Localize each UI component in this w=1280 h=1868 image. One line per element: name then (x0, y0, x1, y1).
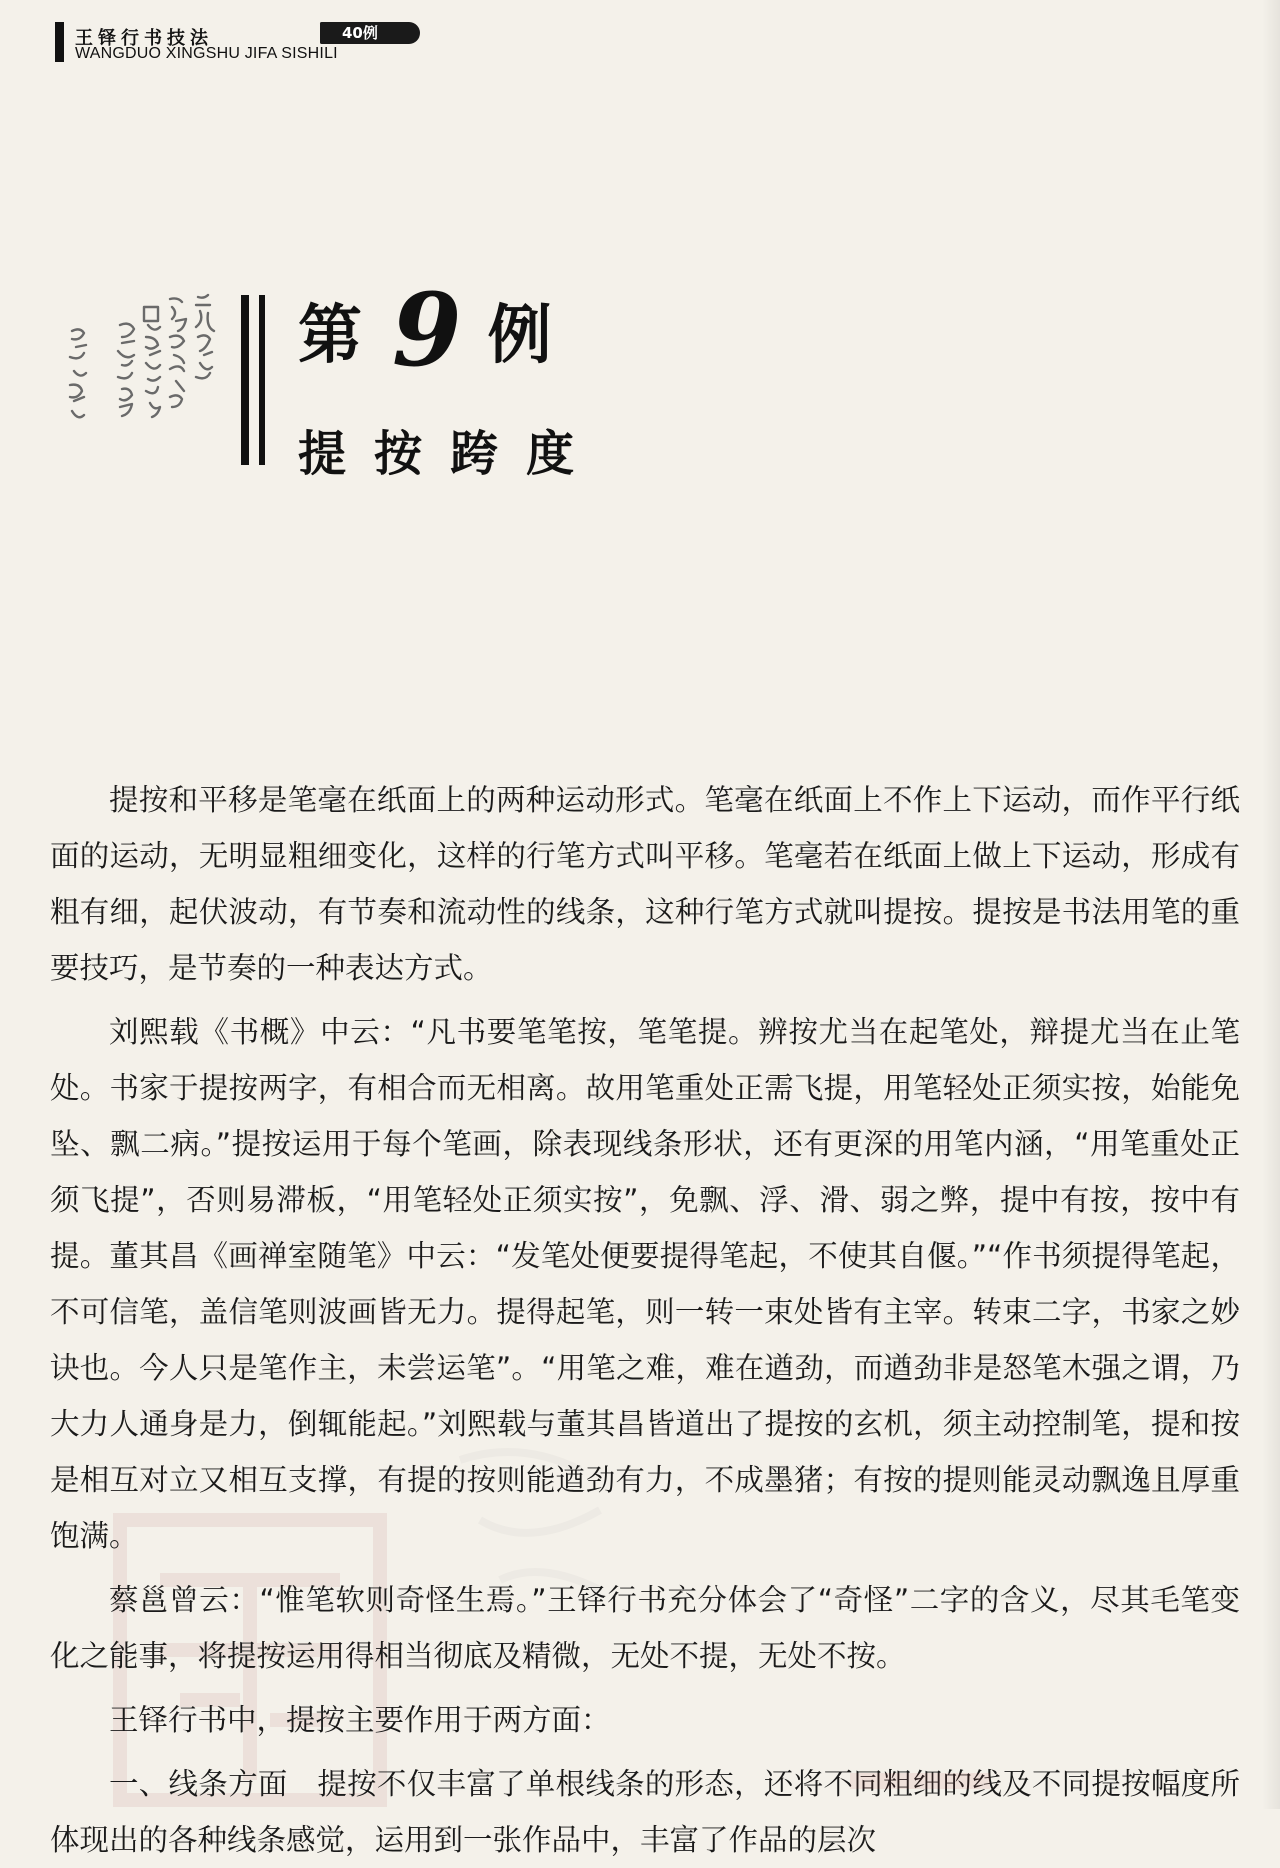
book-title-badge: 40例 (320, 22, 420, 44)
heading-bar (241, 295, 249, 465)
faint-stamp-mark (850, 1773, 990, 1789)
body-text (50, 772, 1240, 1868)
paragraph: 刘熙载《书概》中云：“凡书要笔笔按，笔笔提。辨按尤当在起笔处，辩提尤当在止笔处。书家于提按两字，有相合而无相离。故用笔重处正需飞提，用笔轻处正须实按，始能免坠、飘二病。”提按运用于每个笔画，除表现线条形状，还有更深的用笔内涵，“用笔重处正须飞提”，否则易滞板，“用笔轻处正须实按”，免飘、浮、滑、弱之弊，提中有按，按中有提。董其昌《画禅室随笔》中云：“发笔处便要提得笔起，不使其自偃。”“作书须提得笔起，不可信笔，盖信笔则波画皆无力。提得起笔，则一转一束处皆有主宰。转束二字，书家之妙诀也。今人只是笔作主，未尝运笔”。“用笔之难，难在遒劲，而遒劲非是怒笔木强之谓，乃大力人通身是力，倒辄能起。”刘熙载与董其昌皆道出了提按的玄机，须主动控制笔，提和按是相互对立又相互支撑，有提的按则能遒劲有力，不成墨猪；有按的提则能灵动飘逸且厚重饱满。 (50, 1015, 1240, 1553)
chapter-subtitle: 提按跨度 (298, 426, 603, 482)
chapter-number: 9 (392, 271, 462, 389)
calligraphy-inscription (58, 285, 218, 450)
book-title-en: WANGDUO XINGSHU JIFA SISHILI (75, 45, 338, 62)
chapter-prefix: 第 (298, 298, 362, 373)
chapter-title (298, 271, 552, 389)
paragraph: 蔡邕曾云：“惟笔软则奇怪生焉。”王铎行书充分体会了“奇怪”二字的含义，尽其毛笔变化之能事，将提按运用得相当彻底及精微，无处不提，无处不按。 (50, 1583, 1240, 1673)
book-title-cn: 王铎行书技法 (75, 28, 213, 49)
header-bar (55, 22, 64, 62)
chapter-suffix: 例 (487, 298, 552, 373)
page-gutter-shadow (1262, 0, 1280, 1809)
paragraph: 提按和平移是笔毫在纸面上的两种运动形式。笔毫在纸面上不作上下运动，而作平行纸面的运动，无明显粗细变化，这样的行笔方式叫平移。笔毫若在纸面上做上下运动，形成有粗有细，起伏波动，有节奏和流动性的线条，这种行笔方式就叫提按。提按是书法用笔的重要技巧，是节奏的一种表达方式。 (50, 783, 1240, 985)
paragraph: 一、线条方面 提按不仅丰富了单根线条的形态，还将不同粗细的线及不同提按幅度所体现出的各种线条感觉，运用到一张作品中，丰富了作品的层次 (50, 1767, 1240, 1857)
running-header (55, 18, 455, 62)
heading-bar (259, 295, 265, 465)
paragraph: 王铎行书中，提按主要作用于两方面： (109, 1703, 611, 1737)
